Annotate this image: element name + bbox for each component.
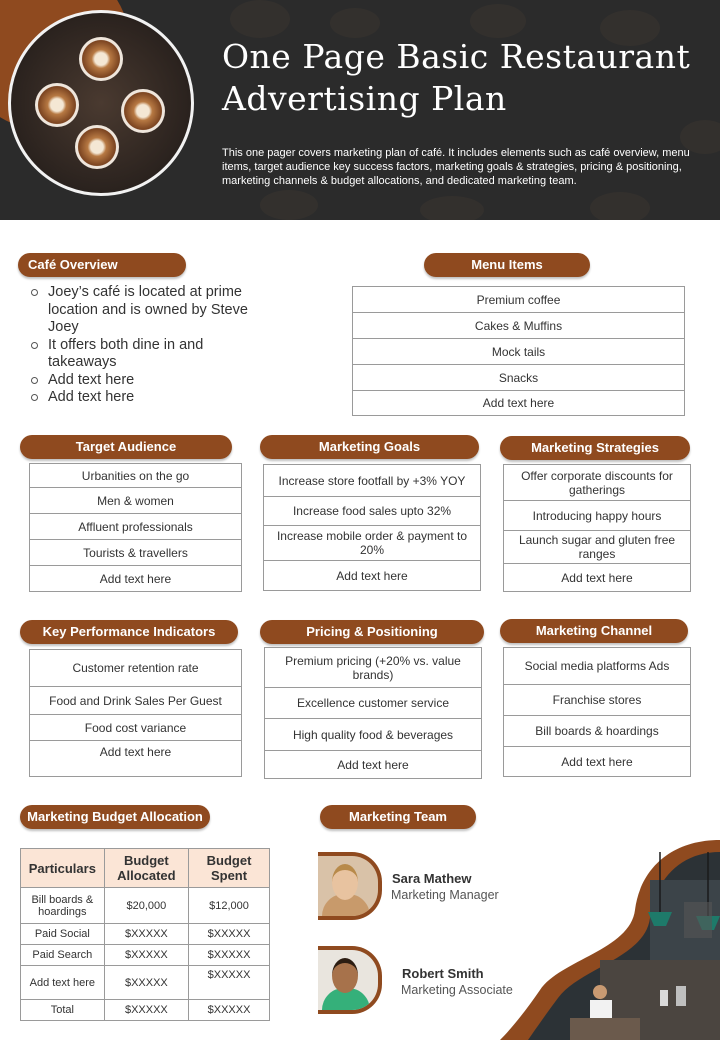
title-line-2: Advertising Plan [222,79,507,118]
kpi-item: Food cost variance [30,715,241,741]
strategy-item: Introducing happy hours [504,501,690,531]
table-row [21,888,270,924]
team-heading: Marketing Team [320,805,476,829]
table-cell: $XXXXX [104,966,188,1000]
page-title [222,36,712,120]
column-header: Budget Allocated [104,849,188,888]
table-cell: $XXXXX [189,945,270,966]
table-cell: $XXXXX [104,1000,188,1021]
pricing-item: Excellence customer service [265,688,481,719]
menu-item: Cakes & Muffins [353,313,684,339]
goal-item: Increase mobile order & payment to 20% [264,526,480,561]
budget-table [20,848,270,1021]
cafe-interior-photo [500,840,720,1040]
menu-item: Mock tails [353,339,684,365]
table-cell: $XXXXX [189,1000,270,1021]
pricing-item: Premium pricing (+20% vs. value brands) [265,648,481,688]
menu-items-heading: Menu Items [424,253,590,277]
channel-item: Add text here [561,754,633,769]
table-cell: $XXXXX [189,966,270,1000]
kpi-heading: Key Performance Indicators [20,620,238,644]
table-header-row [21,849,270,888]
team-member-name: Sara Mathew [392,871,472,886]
strategy-item: Add text here [561,570,633,585]
list-item: Add text here [28,372,258,390]
pricing-item: High quality food & beverages [265,719,481,751]
table-cell: Total [21,1000,105,1021]
cafe-overview-heading: Café Overview [18,253,186,277]
channel-item: Bill boards & hoardings [504,716,690,747]
budget-heading: Marketing Budget Allocation [20,805,210,829]
marketing-goals-box [263,464,481,591]
audience-item: Add text here [99,571,172,586]
menu-item: Add text here [482,396,555,410]
table-cell: Bill boards & hoardings [21,888,105,924]
table-row [21,945,270,966]
table-cell: Paid Social [21,924,105,945]
target-audience-box [29,463,242,592]
marketing-strategies-box [503,464,691,592]
kpi-box [29,649,242,777]
marketing-strategies-heading: Marketing Strategies [500,436,690,460]
strategy-item: Launch sugar and gluten free ranges [504,531,690,564]
team-member-role: Marketing Manager [391,888,499,902]
kpi-item: Add text here [99,745,172,759]
audience-item: Tourists & travellers [30,540,241,566]
table-cell: Paid Search [21,945,105,966]
table-cell: Add text here [21,966,105,1000]
list-item: Joey’s café is located at prime location and is owned by Steve Joey [28,284,258,337]
target-audience-heading: Target Audience [20,435,232,459]
menu-item: Snacks [353,365,684,391]
goal-item: Increase store footfall by +3% YOY [264,465,480,497]
kpi-item: Customer retention rate [30,650,241,687]
avatar [318,946,382,1014]
avatar [318,852,382,920]
goal-item: Increase food sales upto 32% [264,497,480,526]
strategy-item: Offer corporate discounts for gatherings [504,465,690,501]
title-line-1: One Page Basic Restaurant [222,37,691,76]
pricing-item: Add text here [337,757,409,772]
menu-items-box [352,286,685,416]
table-cell: $12,000 [189,888,270,924]
coffee-cups-photo [8,10,194,196]
kpi-item: Food and Drink Sales Per Guest [30,687,241,715]
list-item: Add text here [28,389,258,407]
team-member-name: Robert Smith [402,966,484,981]
channel-item: Franchise stores [504,685,690,716]
table-cell: $XXXXX [189,924,270,945]
column-header: Budget Spent [189,849,270,888]
audience-item: Men & women [30,488,241,514]
menu-item: Premium coffee [353,287,684,313]
marketing-goals-heading: Marketing Goals [260,435,479,459]
channel-item: Social media platforms Ads [504,648,690,685]
audience-item: Urbanities on the go [30,464,241,488]
audience-item: Affluent professionals [30,514,241,540]
table-row [21,966,270,1000]
marketing-channel-box [503,647,691,777]
marketing-channel-heading: Marketing Channel [500,619,688,643]
column-header: Particulars [21,849,105,888]
goal-item: Add text here [336,568,408,583]
table-row [21,924,270,945]
pricing-heading: Pricing & Positioning [260,620,484,644]
page-subtitle: This one pager covers marketing plan of café. It includes elements such as café overview, menu items, target audience key success factors, marketing goals & strategies, pricing & positioning, marketing channels & budget allocations, and dedicated marketing team. [222,147,690,187]
cafe-interior-illustration [500,840,720,1040]
table-cell: $XXXXX [104,945,188,966]
cafe-overview-list [28,284,258,407]
pricing-box [264,647,482,779]
table-cell: $20,000 [104,888,188,924]
list-item: It offers both dine in and takeaways [28,337,258,372]
header-banner [0,0,720,220]
table-cell: $XXXXX [104,924,188,945]
team-member-role: Marketing Associate [401,983,513,997]
table-row [21,1000,270,1021]
